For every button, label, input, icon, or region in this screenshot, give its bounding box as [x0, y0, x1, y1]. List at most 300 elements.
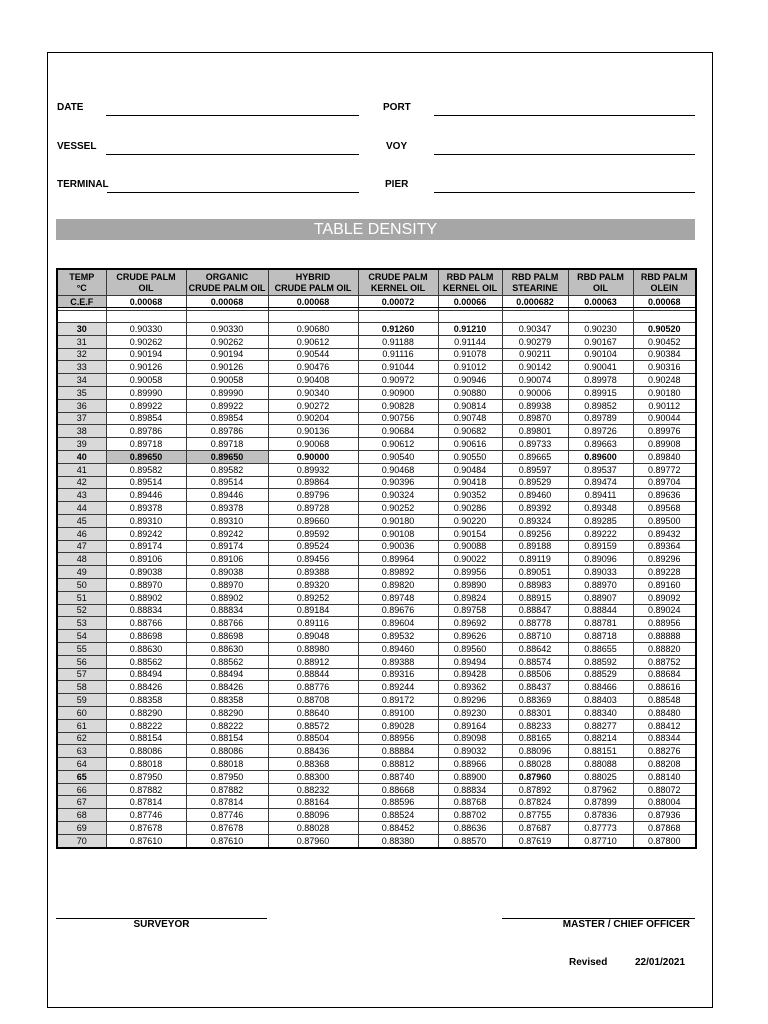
table-row	[57, 553, 696, 566]
density-cell: 0.88812	[358, 758, 438, 771]
density-cell: 0.88834	[438, 783, 502, 796]
density-cell: 0.90540	[358, 450, 438, 463]
density-cell: 0.90748	[438, 412, 502, 425]
density-cell: 0.90396	[358, 476, 438, 489]
density-cell: 0.89922	[186, 399, 268, 412]
density-cell: 0.88426	[106, 681, 186, 694]
density-cell: 0.89524	[268, 540, 358, 553]
col-header-line1: TEMP	[69, 271, 95, 282]
density-cell: 0.90058	[106, 374, 186, 387]
density-cell: 0.90756	[358, 412, 438, 425]
temp-cell: 69	[57, 822, 106, 835]
density-cell: 0.90180	[633, 386, 696, 399]
density-cell: 0.89676	[358, 604, 438, 617]
table-row	[57, 527, 696, 540]
density-cell: 0.88718	[568, 630, 633, 643]
density-cell: 0.90108	[358, 527, 438, 540]
table-row	[57, 514, 696, 527]
density-cell: 0.88358	[106, 694, 186, 707]
density-cell: 0.89718	[106, 438, 186, 451]
density-cell: 0.88768	[438, 796, 502, 809]
density-cell: 0.89188	[502, 540, 568, 553]
density-cell: 0.87899	[568, 796, 633, 809]
density-cell: 0.88214	[568, 732, 633, 745]
density-cell: 0.88562	[106, 655, 186, 668]
temp-cell: 53	[57, 617, 106, 630]
table-row	[57, 566, 696, 579]
table-row	[57, 732, 696, 745]
table-row	[57, 399, 696, 412]
density-cell: 0.90211	[502, 348, 568, 361]
voy-field-line	[434, 154, 695, 155]
density-cell: 0.88776	[268, 681, 358, 694]
table-row	[57, 348, 696, 361]
density-cell: 0.88834	[106, 604, 186, 617]
density-cell: 0.88970	[106, 578, 186, 591]
density-cell: 0.89870	[502, 412, 568, 425]
density-cell: 0.89786	[106, 425, 186, 438]
table-row	[57, 706, 696, 719]
density-cell: 0.88504	[268, 732, 358, 745]
density-cell: 0.88596	[358, 796, 438, 809]
density-cell: 0.89242	[106, 527, 186, 540]
density-cell: 0.91078	[438, 348, 502, 361]
density-cell: 0.90088	[438, 540, 502, 553]
density-cell: 0.89456	[268, 553, 358, 566]
density-cell: 0.90262	[106, 335, 186, 348]
table-row	[57, 591, 696, 604]
temp-cell: 38	[57, 425, 106, 438]
density-cell: 0.89320	[268, 578, 358, 591]
density-cell: 0.88086	[106, 745, 186, 758]
density-cell: 0.88004	[633, 796, 696, 809]
density-cell: 0.88684	[633, 668, 696, 681]
density-cell: 0.88640	[268, 706, 358, 719]
temp-cell: 60	[57, 706, 106, 719]
temp-cell: 47	[57, 540, 106, 553]
density-cell: 0.90104	[568, 348, 633, 361]
density-cell: 0.87619	[502, 834, 568, 847]
density-cell: 0.88151	[568, 745, 633, 758]
density-cell: 0.90340	[268, 386, 358, 399]
density-cell: 0.88403	[568, 694, 633, 707]
density-cell: 0.87892	[502, 783, 568, 796]
density-cell: 0.88165	[502, 732, 568, 745]
density-cell: 0.89446	[106, 489, 186, 502]
temp-cell: 45	[57, 514, 106, 527]
blank-row	[57, 311, 696, 323]
density-cell: 0.89568	[633, 502, 696, 515]
temp-cell: 51	[57, 591, 106, 604]
density-cell: 0.89100	[358, 706, 438, 719]
density-cell: 0.89976	[633, 425, 696, 438]
col-header-crude-palm-oil	[106, 269, 186, 296]
density-cell: 0.88436	[268, 745, 358, 758]
density-cell: 0.89428	[438, 668, 502, 681]
density-cell: 0.88698	[186, 630, 268, 643]
col-header-rbd-palm-stearine	[502, 269, 568, 296]
col-header-rbd-palm-oil	[568, 269, 633, 296]
density-cell: 0.89242	[186, 527, 268, 540]
density-cell: 0.89600	[568, 450, 633, 463]
density-cell: 0.88888	[633, 630, 696, 643]
density-cell: 0.89789	[568, 412, 633, 425]
density-cell: 0.88574	[502, 655, 568, 668]
col-header-line2: KERNEL OIL	[370, 282, 426, 293]
density-cell: 0.90044	[633, 412, 696, 425]
density-cell: 0.90468	[358, 463, 438, 476]
table-row	[57, 604, 696, 617]
density-cell: 0.90880	[438, 386, 502, 399]
col-header-line1: CRUDE PALM	[116, 271, 176, 282]
density-cell: 0.87962	[568, 783, 633, 796]
table-row	[57, 758, 696, 771]
density-cell: 0.89378	[186, 502, 268, 515]
density-cell: 0.87868	[633, 822, 696, 835]
density-cell: 0.89174	[106, 540, 186, 553]
density-cell: 0.87746	[106, 809, 186, 822]
density-cell: 0.90316	[633, 361, 696, 374]
density-cell: 0.91044	[358, 361, 438, 374]
density-cell: 0.89316	[358, 668, 438, 681]
pier-field-line	[434, 192, 695, 193]
density-cell: 0.90022	[438, 553, 502, 566]
temp-cell: 41	[57, 463, 106, 476]
density-cell: 0.89028	[358, 719, 438, 732]
density-cell: 0.89748	[358, 591, 438, 604]
density-cell: 0.89222	[568, 527, 633, 540]
density-cell: 0.89864	[268, 476, 358, 489]
cef-value: 0.00063	[568, 296, 633, 308]
density-cell: 0.88340	[568, 706, 633, 719]
density-cell: 0.90330	[106, 323, 186, 336]
density-cell: 0.88956	[633, 617, 696, 630]
density-cell: 0.89032	[438, 745, 502, 758]
density-cell: 0.88154	[106, 732, 186, 745]
density-cell: 0.90682	[438, 425, 502, 438]
density-cell: 0.88956	[358, 732, 438, 745]
density-cell: 0.89796	[268, 489, 358, 502]
table-row	[57, 438, 696, 451]
density-cell: 0.89164	[438, 719, 502, 732]
density-cell: 0.90352	[438, 489, 502, 502]
table-row	[57, 578, 696, 591]
density-cell: 0.89692	[438, 617, 502, 630]
density-cell: 0.87960	[502, 770, 568, 783]
cef-value: 0.00068	[268, 296, 358, 308]
cef-value: 0.00068	[633, 296, 696, 308]
density-cell: 0.88766	[186, 617, 268, 630]
blank-cell	[106, 311, 186, 323]
density-cell: 0.91210	[438, 323, 502, 336]
density-cell: 0.89252	[268, 591, 358, 604]
density-cell: 0.88222	[106, 719, 186, 732]
density-cell: 0.88494	[106, 668, 186, 681]
cef-value: 0.00066	[438, 296, 502, 308]
density-cell: 0.90194	[186, 348, 268, 361]
temp-cell: 64	[57, 758, 106, 771]
surveyor-label: SURVEYOR	[133, 919, 190, 930]
table-row	[57, 694, 696, 707]
density-cell: 0.88820	[633, 642, 696, 655]
col-header-rbd-palm-olein	[633, 269, 696, 296]
density-cell: 0.89990	[186, 386, 268, 399]
density-cell: 0.88710	[502, 630, 568, 643]
density-cell: 0.88562	[186, 655, 268, 668]
temp-cell: 63	[57, 745, 106, 758]
density-cell: 0.89098	[438, 732, 502, 745]
table-row	[57, 668, 696, 681]
revised-label: Revised	[569, 957, 608, 968]
density-cell: 0.89514	[106, 476, 186, 489]
density-cell: 0.88466	[568, 681, 633, 694]
density-cell: 0.89820	[358, 578, 438, 591]
density-cell: 0.89364	[633, 540, 696, 553]
density-cell: 0.89106	[106, 553, 186, 566]
density-cell: 0.89660	[268, 514, 358, 527]
density-cell: 0.88380	[358, 834, 438, 847]
table-row	[57, 809, 696, 822]
density-cell: 0.90058	[186, 374, 268, 387]
table-row	[57, 745, 696, 758]
density-cell: 0.90684	[358, 425, 438, 438]
density-cell: 0.90248	[633, 374, 696, 387]
density-cell: 0.89296	[633, 553, 696, 566]
density-cell: 0.88494	[186, 668, 268, 681]
pier-label: PIER	[385, 179, 409, 190]
table-row	[57, 412, 696, 425]
density-cell: 0.91188	[358, 335, 438, 348]
density-cell: 0.89184	[268, 604, 358, 617]
temp-cell: 40	[57, 450, 106, 463]
density-cell: 0.87836	[568, 809, 633, 822]
density-cell: 0.88018	[106, 758, 186, 771]
density-cell: 0.90544	[268, 348, 358, 361]
density-cell: 0.90616	[438, 438, 502, 451]
density-cell: 0.89718	[186, 438, 268, 451]
temp-cell: 39	[57, 438, 106, 451]
density-cell: 0.89310	[106, 514, 186, 527]
density-cell: 0.89597	[502, 463, 568, 476]
density-cell: 0.89378	[106, 502, 186, 515]
density-cell: 0.88301	[502, 706, 568, 719]
density-cell: 0.89537	[568, 463, 633, 476]
density-cell: 0.88900	[438, 770, 502, 783]
density-cell: 0.87960	[268, 834, 358, 847]
density-cell: 0.87773	[568, 822, 633, 835]
vessel-label: VESSEL	[57, 141, 97, 152]
density-cell: 0.88834	[186, 604, 268, 617]
temp-cell: 48	[57, 553, 106, 566]
density-cell: 0.88698	[106, 630, 186, 643]
temp-cell: 56	[57, 655, 106, 668]
col-header-line2: OLEIN	[650, 282, 678, 293]
col-header-line2: °C	[76, 282, 87, 293]
table-row	[57, 374, 696, 387]
density-cell: 0.89106	[186, 553, 268, 566]
density-cell: 0.91116	[358, 348, 438, 361]
temp-cell: 30	[57, 323, 106, 336]
temp-cell: 42	[57, 476, 106, 489]
density-cell: 0.90230	[568, 323, 633, 336]
density-cell: 0.90136	[268, 425, 358, 438]
density-cell: 0.90142	[502, 361, 568, 374]
temp-cell: 33	[57, 361, 106, 374]
density-cell: 0.89096	[568, 553, 633, 566]
blank-cell	[633, 311, 696, 323]
page-title: TABLE DENSITY	[56, 219, 695, 240]
density-cell: 0.90068	[268, 438, 358, 451]
density-cell: 0.89890	[438, 578, 502, 591]
density-cell: 0.90126	[186, 361, 268, 374]
temp-cell: 44	[57, 502, 106, 515]
density-cell: 0.90262	[186, 335, 268, 348]
density-cell: 0.88970	[568, 578, 633, 591]
vessel-field-line	[106, 154, 359, 155]
temp-cell: 70	[57, 834, 106, 847]
density-cell: 0.89310	[186, 514, 268, 527]
density-cell: 0.90279	[502, 335, 568, 348]
port-label: PORT	[383, 102, 411, 113]
density-cell: 0.88028	[502, 758, 568, 771]
density-cell: 0.91012	[438, 361, 502, 374]
voy-label: VOY	[386, 141, 408, 152]
density-cell: 0.89432	[633, 527, 696, 540]
density-cell: 0.88740	[358, 770, 438, 783]
temp-cell: 36	[57, 399, 106, 412]
temp-cell: 67	[57, 796, 106, 809]
density-cell: 0.91144	[438, 335, 502, 348]
density-cell: 0.88154	[186, 732, 268, 745]
density-cell: 0.89494	[438, 655, 502, 668]
density-cell: 0.88630	[186, 642, 268, 655]
density-cell: 0.88966	[438, 758, 502, 771]
density-cell: 0.88018	[186, 758, 268, 771]
density-cell: 0.90006	[502, 386, 568, 399]
density-cell: 0.89446	[186, 489, 268, 502]
density-cell: 0.89296	[438, 694, 502, 707]
density-cell: 0.89285	[568, 514, 633, 527]
density-cell: 0.89051	[502, 566, 568, 579]
density-cell: 0.88344	[633, 732, 696, 745]
density-cell: 0.88232	[268, 783, 358, 796]
blank-cell	[57, 311, 106, 323]
density-cell: 0.90476	[268, 361, 358, 374]
density-cell: 0.89230	[438, 706, 502, 719]
density-cell: 0.88208	[633, 758, 696, 771]
density-cell: 0.89786	[186, 425, 268, 438]
density-cell: 0.89990	[106, 386, 186, 399]
density-cell: 0.88548	[633, 694, 696, 707]
table-row	[57, 681, 696, 694]
density-cell: 0.90167	[568, 335, 633, 348]
density-cell: 0.88164	[268, 796, 358, 809]
density-cell: 0.88524	[358, 809, 438, 822]
table-row	[57, 770, 696, 783]
density-cell: 0.89119	[502, 553, 568, 566]
table-row	[57, 719, 696, 732]
temp-cell: 58	[57, 681, 106, 694]
col-header-line1: CRUDE PALM	[368, 271, 428, 282]
density-cell: 0.88907	[568, 591, 633, 604]
blank-cell	[186, 311, 268, 323]
density-rows	[57, 323, 696, 848]
blank-cell	[268, 311, 358, 323]
density-cell: 0.88025	[568, 770, 633, 783]
col-header-line1: RBD PALM	[640, 271, 688, 282]
density-cell: 0.89460	[502, 489, 568, 502]
date-field-line	[106, 115, 359, 116]
col-header-temp	[57, 269, 106, 296]
blank-cell	[502, 311, 568, 323]
temp-cell: 55	[57, 642, 106, 655]
density-cell: 0.88233	[502, 719, 568, 732]
density-cell: 0.88752	[633, 655, 696, 668]
density-cell: 0.88088	[568, 758, 633, 771]
density-cell: 0.89388	[358, 655, 438, 668]
col-header-rbd-palm-kernel-oil	[438, 269, 502, 296]
density-cell: 0.89159	[568, 540, 633, 553]
col-header-line2: CRUDE PALM OIL	[274, 282, 352, 293]
density-cell: 0.89604	[358, 617, 438, 630]
table-row	[57, 783, 696, 796]
density-cell: 0.89532	[358, 630, 438, 643]
density-cell: 0.89892	[358, 566, 438, 579]
density-cell: 0.88222	[186, 719, 268, 732]
density-cell: 0.87950	[106, 770, 186, 783]
density-cell: 0.87610	[186, 834, 268, 847]
density-cell: 0.89500	[633, 514, 696, 527]
temp-cell: 65	[57, 770, 106, 783]
density-cell: 0.89038	[186, 566, 268, 579]
density-cell: 0.88902	[106, 591, 186, 604]
col-header-line1: HYBRID	[295, 271, 331, 282]
density-cell: 0.87824	[502, 796, 568, 809]
table-row	[57, 361, 696, 374]
density-cell: 0.89592	[268, 527, 358, 540]
density-cell: 0.90154	[438, 527, 502, 540]
density-cell: 0.89348	[568, 502, 633, 515]
density-cell: 0.89116	[268, 617, 358, 630]
density-cell: 0.89772	[633, 463, 696, 476]
density-cell: 0.88630	[106, 642, 186, 655]
density-cell: 0.90550	[438, 450, 502, 463]
density-cell: 0.89801	[502, 425, 568, 438]
temp-cell: 57	[57, 668, 106, 681]
density-cell: 0.87936	[633, 809, 696, 822]
density-cell: 0.89244	[358, 681, 438, 694]
density-cell: 0.89636	[633, 489, 696, 502]
table-row	[57, 822, 696, 835]
density-cell: 0.88480	[633, 706, 696, 719]
density-cell: 0.90408	[268, 374, 358, 387]
density-cell: 0.88844	[568, 604, 633, 617]
density-cell: 0.90972	[358, 374, 438, 387]
density-cell: 0.90900	[358, 386, 438, 399]
cef-value: 0.000682	[502, 296, 568, 308]
density-cell: 0.87814	[186, 796, 268, 809]
density-cell: 0.89033	[568, 566, 633, 579]
revised-date: 22/01/2021	[635, 957, 686, 968]
table-row	[57, 834, 696, 847]
density-cell: 0.89392	[502, 502, 568, 515]
temp-cell: 43	[57, 489, 106, 502]
density-cell: 0.89474	[568, 476, 633, 489]
density-cell: 0.88702	[438, 809, 502, 822]
density-cell: 0.89324	[502, 514, 568, 527]
density-cell: 0.88096	[502, 745, 568, 758]
table-row	[57, 642, 696, 655]
